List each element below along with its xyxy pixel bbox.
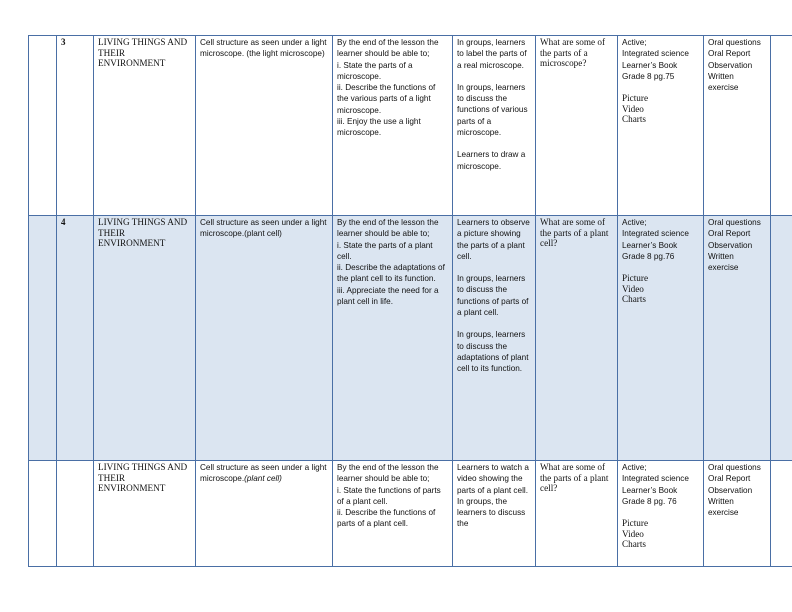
sub-strand-text: Cell structure as seen under a light microscope.(plant cell) xyxy=(200,218,327,239)
assessment-methods xyxy=(704,216,771,461)
sub-strand-text: Cell structure as seen under a light microscope. (the light microscope) xyxy=(200,38,327,59)
assessment-methods xyxy=(704,36,771,216)
assessment-line: Oral Report xyxy=(708,49,751,59)
experiences-line: Learners to watch a video showing the parts of a plant cell. xyxy=(457,463,529,495)
resources-line: Integrated science xyxy=(622,49,689,59)
experiences-line: Learners to draw a microscope. xyxy=(457,150,526,171)
resources-line: Integrated science xyxy=(622,474,689,484)
outcomes-line: iii. Enjoy the use a light microscope. xyxy=(337,117,421,138)
outcomes-line: ii. Describe the functions of parts of a plant cell. xyxy=(337,508,436,529)
outcomes-line: By the end of the lesson the learner should be able to; xyxy=(337,463,439,484)
assessment-line: Observation xyxy=(708,485,753,495)
reflection-cell xyxy=(771,36,792,216)
resources-line: Active; xyxy=(622,38,647,47)
learning-resources xyxy=(618,36,704,216)
experiences-line: In groups, learners to discuss the functions of parts of a plant cell. xyxy=(457,274,529,318)
assessment-line: Oral Report xyxy=(708,229,751,239)
resources_extra-line: Charts xyxy=(622,294,646,305)
resources-line: Learner’s Book xyxy=(622,485,678,495)
assessment-line: Oral Report xyxy=(708,474,751,484)
outcomes-line: i. State the parts of a microscope. xyxy=(337,60,413,81)
experiences-line: In groups, learners to label the parts of a real microscope. xyxy=(457,38,527,70)
experiences-line: In groups, learners to discuss the adaptations of plant cell to its function. xyxy=(457,330,529,374)
lesson-cell xyxy=(29,216,57,461)
resources-line: Integrated science xyxy=(622,229,689,239)
strand: LIVING THINGS AND THEIR ENVIRONMENT xyxy=(94,461,196,567)
resources_extra-line: Picture xyxy=(622,273,649,284)
learning-outcomes xyxy=(333,461,453,567)
resources-line: Learner’s Book xyxy=(622,240,678,250)
table-row xyxy=(29,461,792,567)
resources_extra-line: Video xyxy=(622,528,644,539)
resources_extra-line: Picture xyxy=(622,93,649,104)
outcomes-line: iii. Appreciate the need for a plant cell in life. xyxy=(337,285,439,307)
resources_extra-line: Video xyxy=(622,103,644,114)
outcomes-line: By the end of the lesson the learner should be able to; xyxy=(337,38,439,59)
assessment-line: Written exercise xyxy=(708,496,739,518)
assessment-line: Written exercise xyxy=(708,71,739,93)
reflection-cell xyxy=(771,461,792,567)
outcomes-line: i. State the functions of parts of a plant cell. xyxy=(337,485,441,506)
outcomes-line: By the end of the lesson the learner should be able to; xyxy=(337,218,439,239)
learning-experiences xyxy=(453,36,536,216)
resources_extra-line: Video xyxy=(622,283,644,294)
week-number: 3 xyxy=(57,36,94,216)
lesson-cell xyxy=(29,36,57,216)
strand: LIVING THINGS AND THEIR ENVIRONMENT xyxy=(94,216,196,461)
assessment-methods xyxy=(704,461,771,567)
lesson-cell xyxy=(29,461,57,567)
assessment-line: Observation xyxy=(708,60,753,70)
sub-strand xyxy=(196,36,333,216)
resources-line: Active; xyxy=(622,218,647,227)
experiences-line: In groups, the learners to discuss the xyxy=(457,496,526,529)
assessment-line: Written exercise xyxy=(708,251,739,273)
resources-line: Grade 8 pg. 76 xyxy=(622,496,677,506)
assessment-line: Observation xyxy=(708,240,753,250)
assessment-line: Oral questions xyxy=(708,218,761,227)
sub-strand-text: Cell structure as seen under a light microscope. xyxy=(200,463,327,484)
outcomes-line: ii. Describe the functions of the various parts of a light microscope. xyxy=(337,83,436,115)
resources_extra-line: Picture xyxy=(622,518,649,529)
learning-outcomes xyxy=(333,216,453,461)
outcomes-line: i. State the parts of a plant cell. xyxy=(337,240,433,261)
resources-line: Active; xyxy=(622,463,647,472)
learning-experiences xyxy=(453,216,536,461)
table-row xyxy=(29,216,792,461)
sub-strand xyxy=(196,461,333,567)
resources_extra-line: Charts xyxy=(622,539,646,550)
assessment-line: Oral questions xyxy=(708,463,761,472)
resources-line: Grade 8 pg.76 xyxy=(622,251,675,261)
learning-outcomes xyxy=(333,36,453,216)
assessment-line: Oral questions xyxy=(708,38,761,47)
reflection-cell xyxy=(771,216,792,461)
key-inquiry-question: What are some of the parts of a microscope? xyxy=(536,36,618,216)
outcomes-line: ii. Describe the adaptations of the plant cell to its function. xyxy=(337,263,445,284)
resources-line: Grade 8 pg.75 xyxy=(622,71,675,81)
learning-experiences xyxy=(453,461,536,567)
resources_extra-line: Charts xyxy=(622,114,646,125)
key-inquiry-question: What are some of the parts of a plant cell? xyxy=(536,461,618,567)
key-inquiry-question: What are some of the parts of a plant cell? xyxy=(536,216,618,461)
sub-strand-italic: (plant cell) xyxy=(244,474,282,484)
learning-resources xyxy=(618,461,704,567)
experiences-line: Learners to observe a picture showing the parts of a plant cell. xyxy=(457,218,530,261)
scheme-of-work-table xyxy=(28,35,792,567)
week-number xyxy=(57,461,94,567)
sub-strand xyxy=(196,216,333,461)
experiences-line: In groups, learners to discuss the functions of various parts of a microscope. xyxy=(457,82,528,138)
learning-resources xyxy=(618,216,704,461)
strand: LIVING THINGS AND THEIR ENVIRONMENT xyxy=(94,36,196,216)
week-number: 4 xyxy=(57,216,94,461)
resources-line: Learner’s Book xyxy=(622,60,678,70)
table-row xyxy=(29,36,792,216)
